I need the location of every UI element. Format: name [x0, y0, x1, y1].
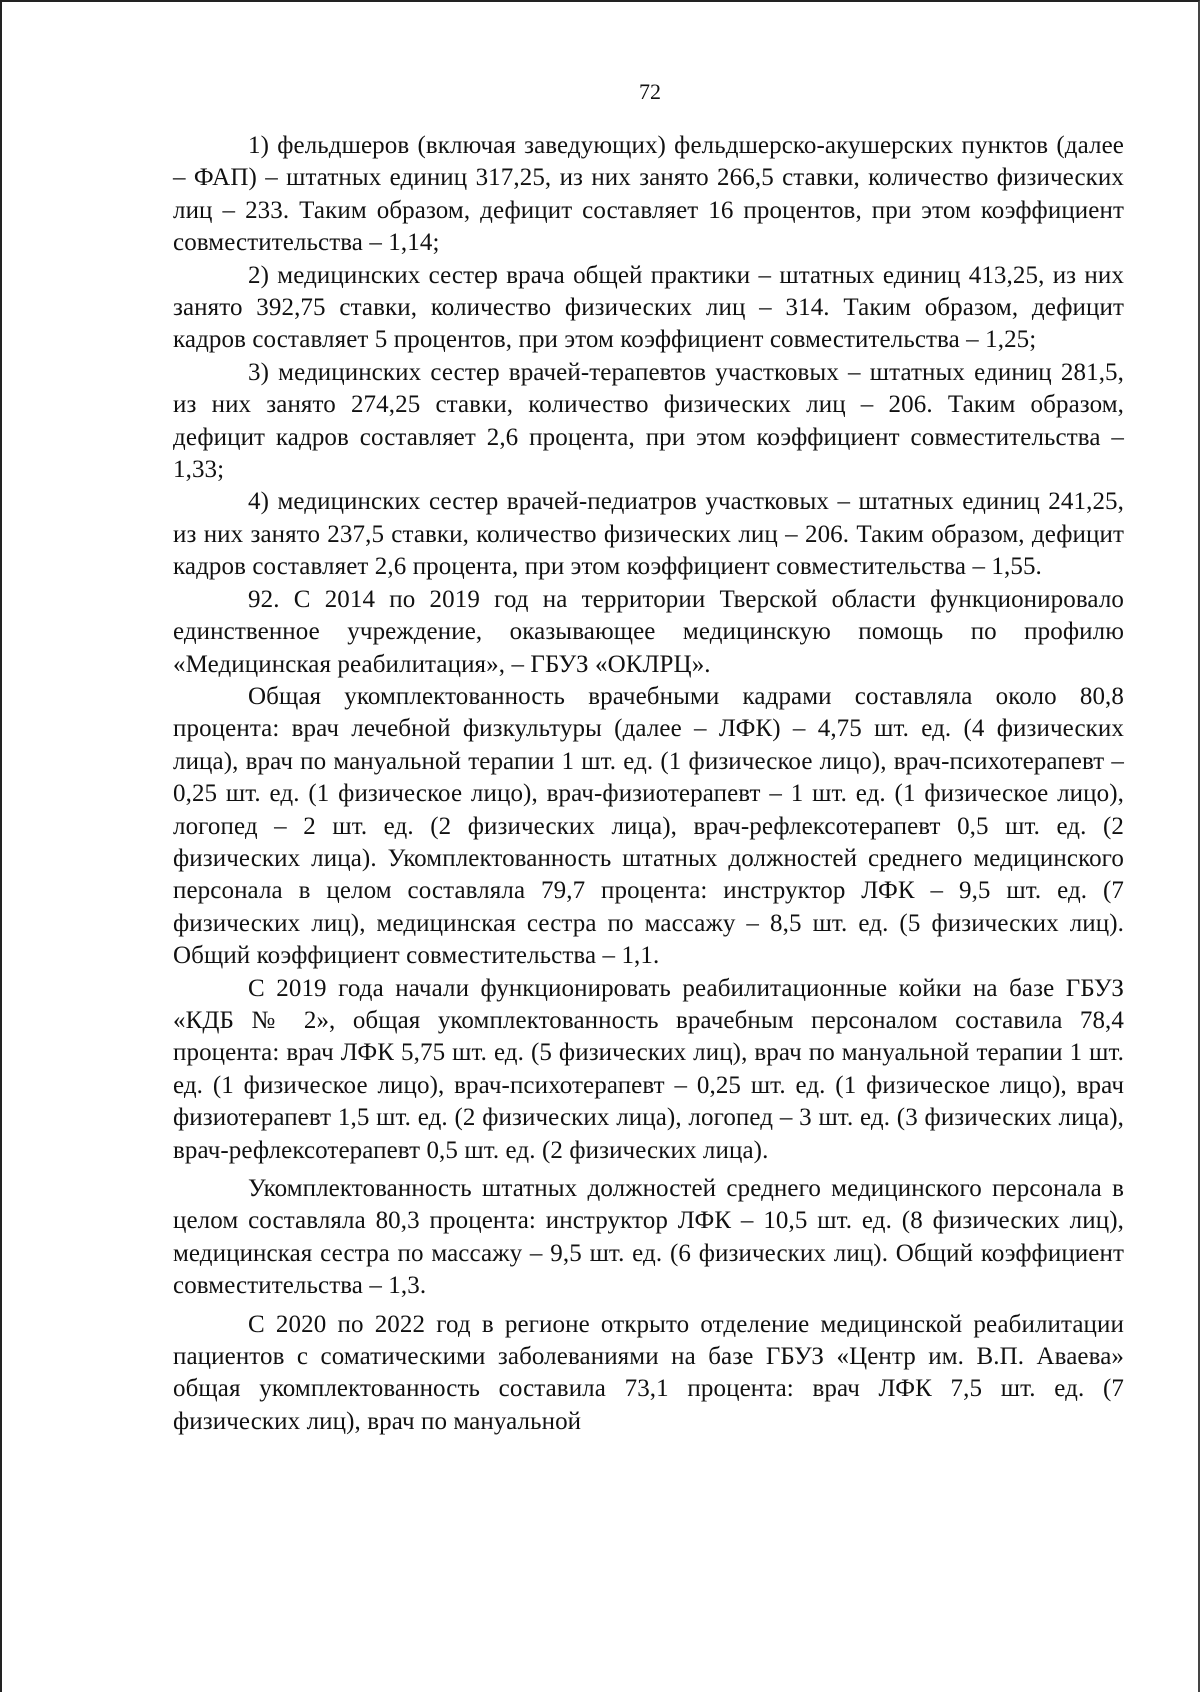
paragraph-oklrc-staffing: Общая укомплектованность врачебными кадрами составляла около 80,8 процента: врач лечебной физкультуры (далее – ЛФК) – 4,75 шт. ед. (4 физических лица), врач по мануальной терапии 1 шт. ед. (1 физическое лицо), врач-психотерапевт – 0,25 шт. ед. (1 физическое лицо), врач-физиотерапевт – 1 шт. ед. (1 физическое лицо), логопед – 2 шт. ед. (2 физических лица), врач-рефлексотерапевт 0,5 шт. ед. (2 физических лица). Укомплектованность штатных должностей среднего медицинского персонала в целом составляла 79,7 процента: инструктор ЛФК – 9,5 шт. ед. (7 физических лиц), медицинская сестра по массажу – 8,5 шт. ед. (5 физических лиц). Общий коэффициент совместительства – 1,1. — [173, 682, 1124, 970]
paragraph-item-1-feldshers: 1) фельдшеров (включая заведующих) фельдшерско-акушерских пунктов (далее – ФАП) – штатных единиц 317,25, из них занято 266,5 ставки, количество физических лиц – 233. Таким образом, дефицит составляет 16 процентов, при этом коэффициент совместительства – 1,14; — [173, 132, 1124, 257]
paragraph-section-92: 92. С 2014 по 2019 год на территории Тверской области функционировало единственное учреждение, оказывающее медицинскую помощь по профилю «Медицинская реабилитация», – ГБУЗ «ОКЛРЦ». — [173, 585, 1124, 678]
paragraph-avaev-center: С 2020 по 2022 год в регионе открыто отделение медицинской реабилитации пациентов с соматическими заболеваниями на базе ГБУЗ «Центр им. В.П. Аваева» общая укомплектованность составила 73,1 процента: врач ЛФК 7,5 шт. ед. (7 физических лиц), врач по мануальной — [173, 1310, 1124, 1435]
paragraph-kdb2-staffing: С 2019 года начали функционировать реабилитационные койки на базе ГБУЗ «КДБ № 2», общая укомплектованность врачебным персоналом составила 78,4 процента: врач ЛФК 5,75 шт. ед. (5 физических лиц), врач по мануальной терапии 1 шт. ед. (1 физическое лицо), врач-психотерапевт – 0,25 шт. ед. (1 физическое лицо), врач физиотерапевт 1,5 шт. ед. (2 физических лица), логопед – 3 шт. ед. (3 физических лица), врач-рефлексотерапевт 0,5 шт. ед. (2 физических лица). — [173, 974, 1124, 1164]
paragraph-item-2-nurses-gp: 2) медицинских сестер врача общей практики – штатных единиц 413,25, из них занято 392,75 ставки, количество физических лиц – 314. Таким образом, дефицит кадров составляет 5 процентов, при этом коэффициент совместительства – 1,25; — [173, 261, 1124, 354]
page-number: 72 — [639, 79, 661, 104]
document-body — [173, 130, 1124, 1438]
paragraph-item-3-nurses-therapists: 3) медицинских сестер врачей-терапевтов участковых – штатных единиц 281,5, из них занято 274,25 ставки, количество физических лиц – 206. Таким образом, дефицит кадров составляет 2,6 процента, при этом коэффициент совместительства – 1,33; — [173, 358, 1124, 484]
paragraph-item-4-nurses-pediatricians: 4) медицинских сестер врачей-педиатров участковых – штатных единиц 241,25, из них занято 237,5 ставки, количество физических лиц – 206. Таким образом, дефицит кадров составляет 2,6 процента, при этом коэффициент совместительства – 1,55. — [173, 488, 1124, 581]
paragraph-kdb2-nursing: Укомплектованность штатных должностей среднего медицинского персонала в целом составляла 80,3 процента: инструктор ЛФК – 10,5 шт. ед. (8 физических лиц), медицинская сестра по массажу – 9,5 шт. ед. (6 физических лиц). Общий коэффициент совместительства – 1,3. — [173, 1175, 1124, 1300]
